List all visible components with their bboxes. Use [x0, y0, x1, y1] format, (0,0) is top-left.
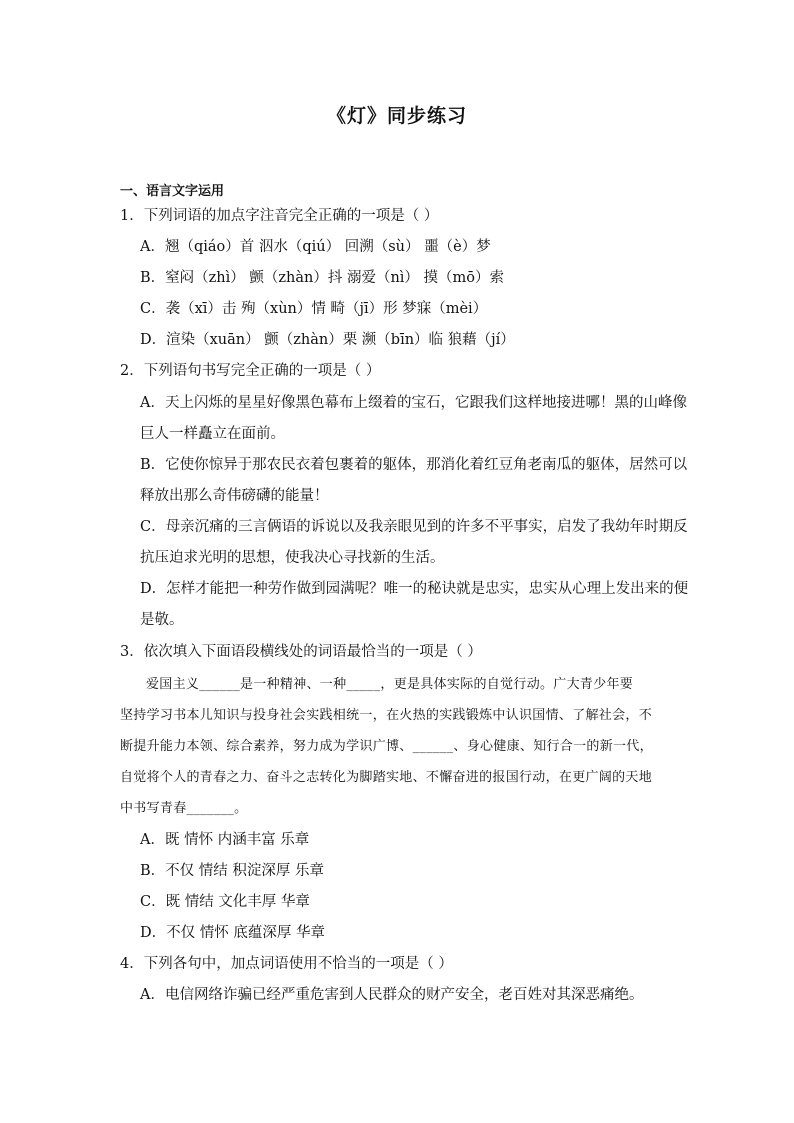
question-3-passage-line5: 中书写青春_______。 — [120, 801, 248, 816]
question-2-option-a-line2: 巨人一样矗立在面前。 — [140, 426, 285, 442]
question-2-stem: 2．下列语句书写完全正确的一项是（ ） — [120, 363, 381, 379]
question-2-option-d-line1: D．怎样才能把一种劳作做到园满呢？唯一的秘诀就是忠实，忠实从心理上发出来的便 — [140, 581, 689, 597]
question-3-option-c: C．既 情结 文化丰厚 华章 — [140, 894, 310, 910]
question-2-option-c-line1: C．母亲沉痛的三言俩语的诉说以及我亲眼见到的许多不平事实，启发了我幼年时期反 — [140, 519, 688, 535]
question-1-option-b: B．窒闷（zhì） 颤（zhàn）抖 溺爱（nì） 摸（mō）索 — [140, 270, 505, 286]
question-3-stem: 3．依次填入下面语段横线处的词语最恰当的一项是（ ） — [120, 644, 482, 660]
question-4-option-a: A．电信网络诈骗已经严重危害到人民群众的财产安全，老百姓对其深恶痛绝。 — [140, 987, 644, 1003]
question-4-stem: 4．下列各句中，加点词语使用不恰当的一项是（ ） — [120, 956, 453, 972]
question-2-option-c-line2: 抗压迫求光明的思想，使我决心寻找新的生活。 — [140, 550, 445, 566]
question-1-option-d: D．渲染（xuān） 颤（zhàn）栗 濒（bīn）临 狼藉（jí） — [140, 332, 515, 348]
question-3-option-b: B．不仅 情结 积淀深厚 乐章 — [140, 863, 324, 879]
question-2-option-b-line2: 释放出那么奇伟磅礴的能量！ — [140, 488, 329, 504]
page-title: 《灯》同步练习 — [326, 105, 467, 127]
question-3-passage-line1: 爱国主义______是一种精神、一种_____，更是具体实际的自觉行动。广大青少年要 — [146, 677, 634, 692]
question-3-option-d: D．不仅 情怀 底蕴深厚 华章 — [140, 925, 325, 941]
question-3-passage-line3: 断提升能力本领、综合素养，努力成为学识广博、______、身心健康、知行合一的新一代， — [120, 739, 653, 754]
question-2-option-b-line1: B．它使你惊异于那农民衣着包裹着的躯体，那消化着红豆角老南瓜的躯体，居然可以 — [140, 457, 688, 473]
question-1-option-c: C．袭（xī）击 殉（xùn）情 畸（jī）形 梦寐（mèi） — [140, 301, 488, 317]
question-1-option-a: A．翘（qiáo）首 泅水（qiú） 回溯（sù） 噩（è）梦 — [140, 239, 491, 255]
question-3-passage-line2: 坚持学习书本儿知识与投身社会实践相统一，在火热的实践锻炼中认识国情、了解社会，不 — [120, 708, 653, 723]
question-2-option-d-line2: 是敬。 — [140, 612, 184, 628]
question-1-stem: 1．下列词语的加点字注音完全正确的一项是（ ） — [120, 208, 439, 224]
question-2-option-a-line1: A．天上闪烁的星星好像黑色幕布上缀着的宝石，它跟我们这样地接进哪！黑的山峰像 — [140, 395, 687, 411]
question-3-option-a: A．既 情怀 内涵丰富 乐章 — [140, 832, 310, 848]
section-heading: 一、语言文字运用 — [120, 184, 225, 199]
question-3-passage-line4: 自觉将个人的青春之力、奋斗之志转化为脚踏实地、不懈奋进的报国行动，在更广阔的天地 — [120, 770, 653, 785]
